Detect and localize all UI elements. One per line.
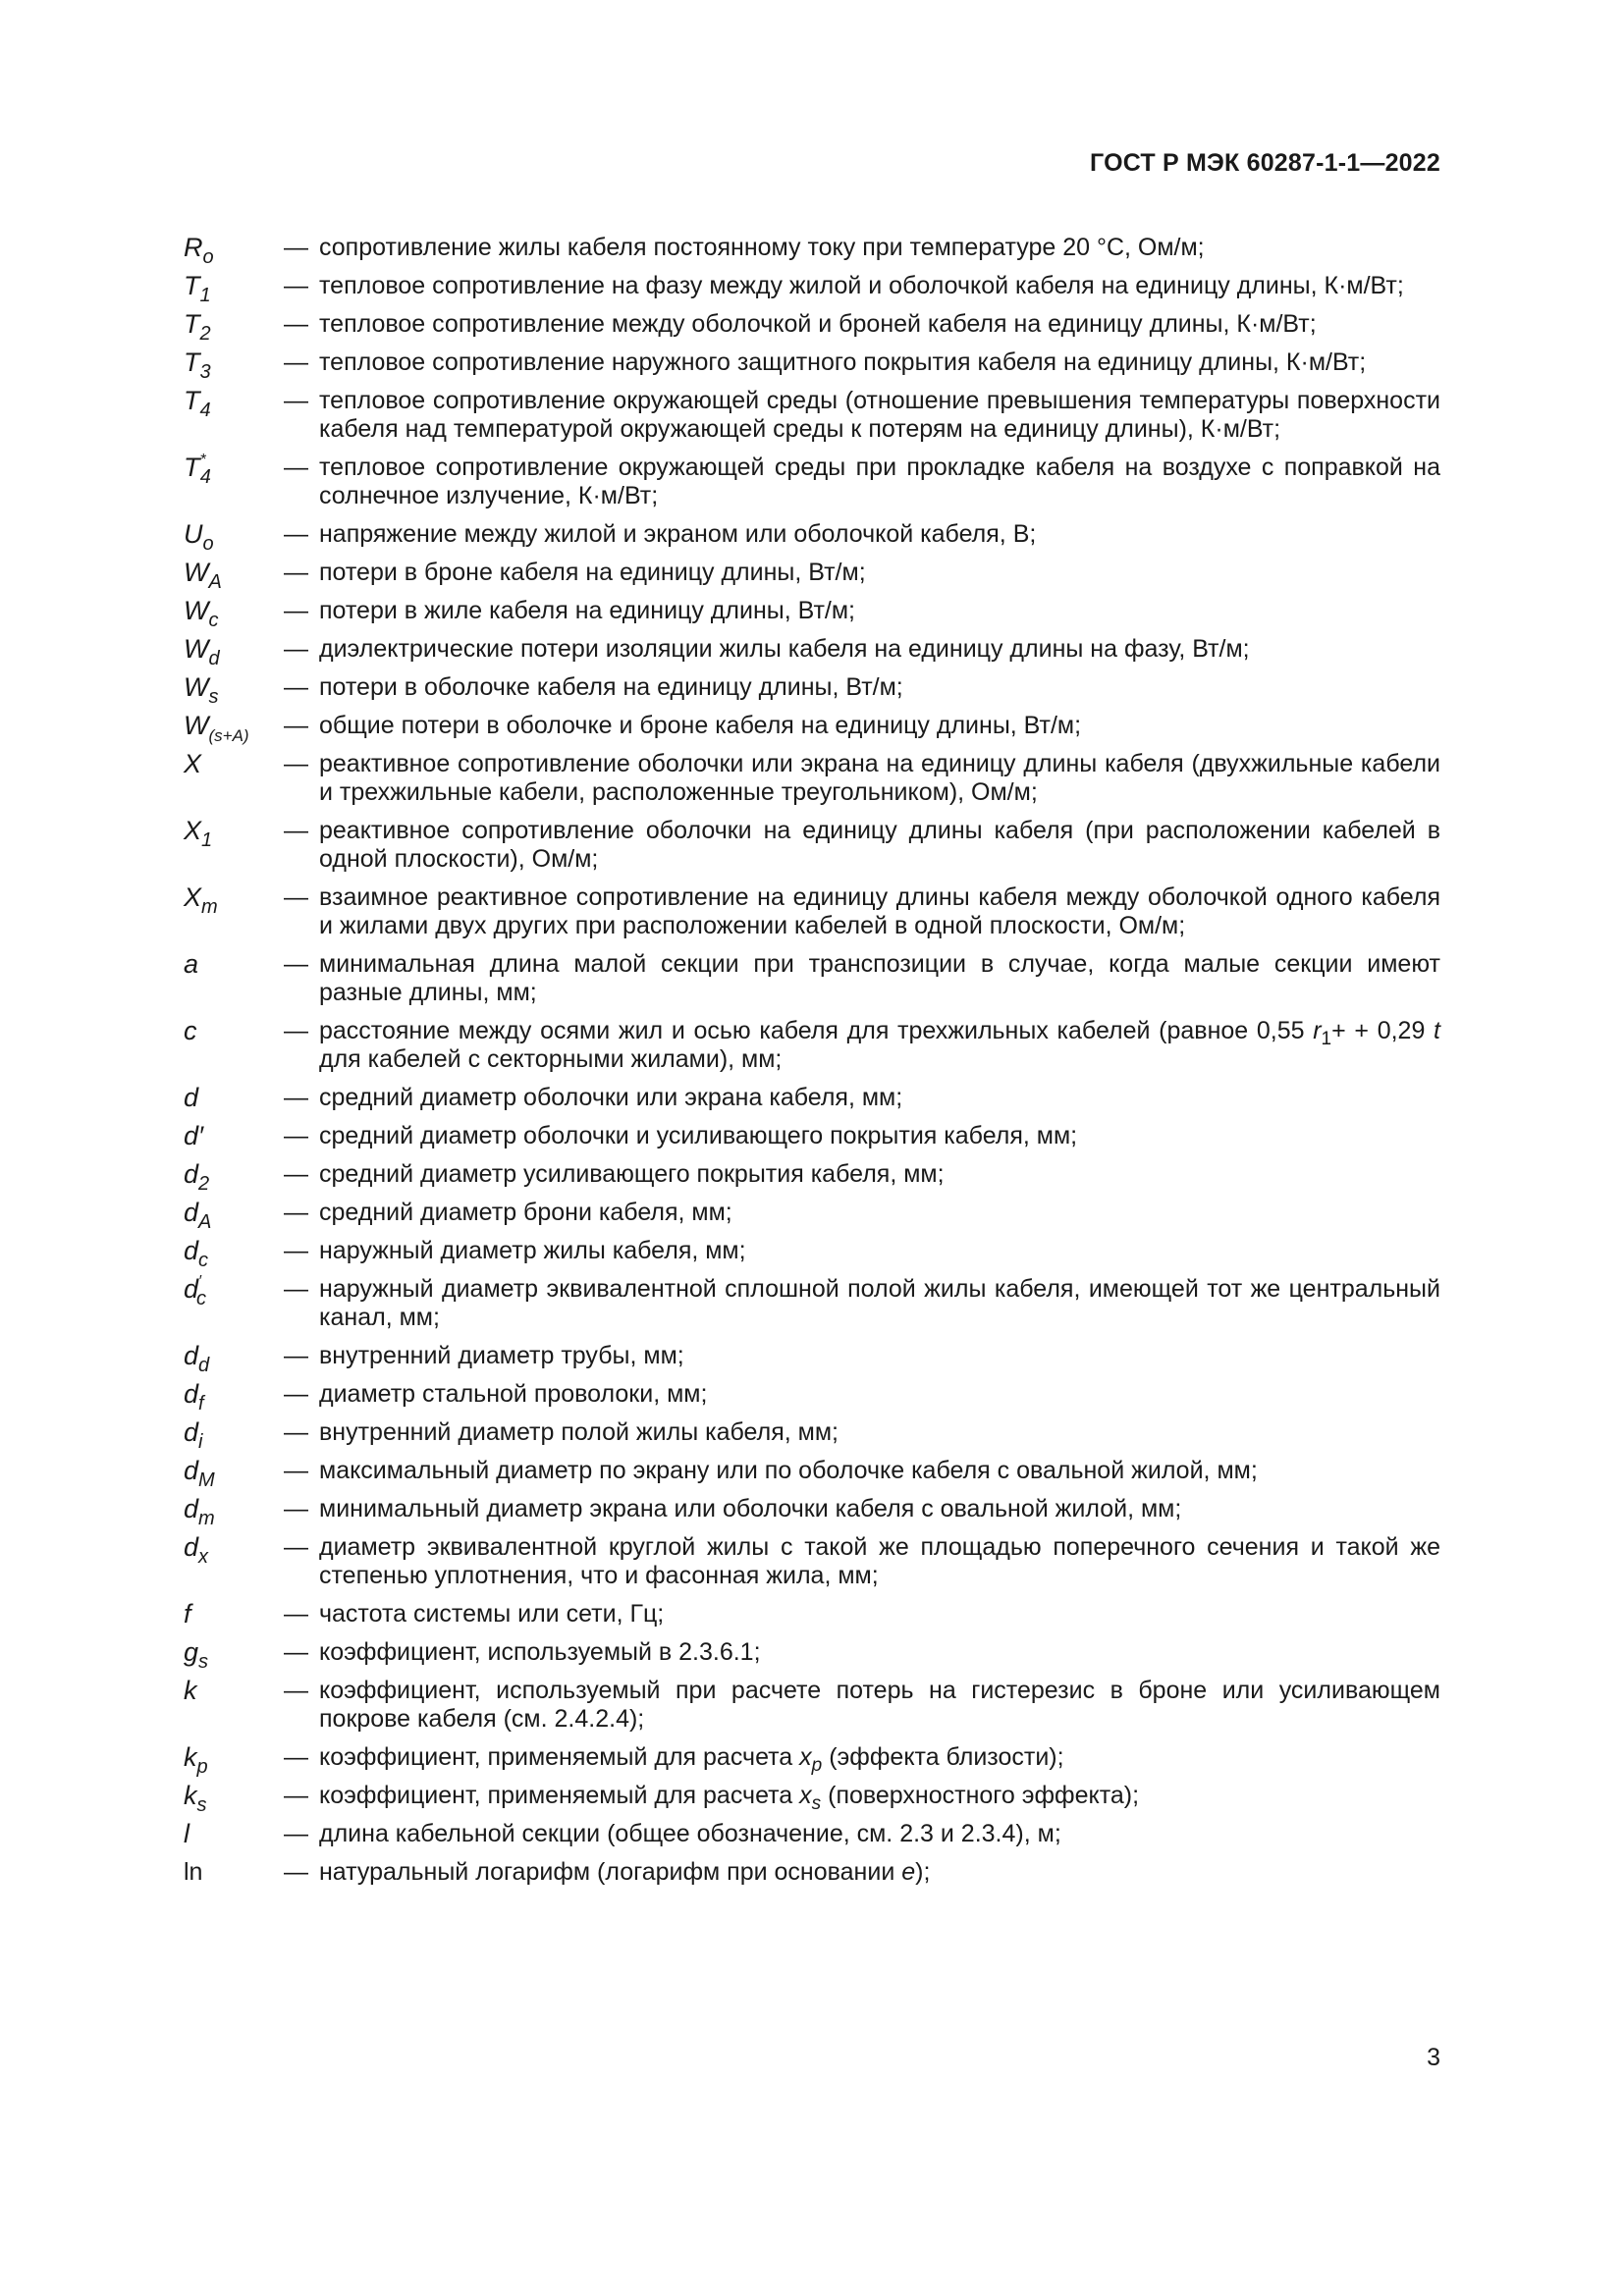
definition-text: частота системы или сети, Гц; bbox=[319, 1600, 665, 1628]
symbol: f bbox=[184, 1599, 191, 1629]
definition-row bbox=[184, 817, 1440, 874]
symbol: c bbox=[184, 1016, 197, 1045]
definition-text: длина кабельной секции (общее обозначение, см. 2.3 и 2.3.4), м; bbox=[319, 1820, 1061, 1847]
definition-text: тепловое сопротивление наружного защитного покрытия кабеля на единицу длины, К·м/Вт; bbox=[319, 348, 1367, 376]
dash: — bbox=[284, 750, 308, 777]
definition-text: напряжение между жилой и экраном или оболочкой кабеля, В; bbox=[319, 520, 1037, 548]
dash: — bbox=[284, 1084, 308, 1111]
dash: — bbox=[284, 387, 308, 414]
definition-row bbox=[184, 883, 1440, 940]
definition-text: диаметр стальной проволоки, мм; bbox=[319, 1380, 708, 1408]
symbol: $T^*_4$ bbox=[184, 452, 211, 488]
page-number: 3 bbox=[1427, 2044, 1440, 2071]
definition-text: потери в броне кабеля на единицу длины, Вт/м; bbox=[319, 559, 866, 586]
definitions-list bbox=[184, 234, 1440, 1887]
definition-text: коэффициент, используемый в 2.3.6.1; bbox=[319, 1638, 761, 1666]
dash: — bbox=[284, 1275, 308, 1303]
definition-text: реактивное сопротивление оболочки на единицу длины кабеля (при расположении кабелей в одной плоскости), Ом/м; bbox=[319, 817, 1440, 873]
symbol: $R_o$ bbox=[184, 233, 214, 268]
definition-text: общие потери в оболочке и броне кабеля на единицу длины, Вт/м; bbox=[319, 712, 1082, 739]
definition-row bbox=[184, 1236, 1440, 1271]
definition-row bbox=[184, 1275, 1440, 1332]
definition-row bbox=[184, 1379, 1440, 1415]
definition-row bbox=[184, 596, 1440, 631]
definition-row bbox=[184, 519, 1440, 555]
symbol: $d_x$ bbox=[184, 1532, 209, 1568]
dash: — bbox=[284, 1380, 308, 1408]
definition-row bbox=[184, 1017, 1440, 1074]
definition-row bbox=[184, 1456, 1440, 1491]
definition-text: тепловое сопротивление на фазу между жилой и оболочкой кабеля на единицу длины, К·м/Вт; bbox=[319, 272, 1404, 299]
definition-row bbox=[184, 271, 1440, 306]
definition-text: потери в оболочке кабеля на единицу длины, Вт/м; bbox=[319, 673, 903, 701]
symbol: $d_d$ bbox=[184, 1341, 210, 1376]
dash: — bbox=[284, 559, 308, 586]
dash: — bbox=[284, 635, 308, 663]
symbol: a bbox=[184, 949, 199, 979]
definition-text: средний диаметр оболочки или экрана кабеля, мм; bbox=[319, 1084, 903, 1111]
dash: — bbox=[284, 950, 308, 978]
dash: — bbox=[284, 1782, 308, 1809]
definition-text: расстояние между осями жил и осью кабеля для трехжильных кабелей (равное 0,55 $r_1+ + 0,29$ t для кабелей с секторными жилами), мм; bbox=[319, 1017, 1440, 1073]
definition-row bbox=[184, 347, 1440, 383]
definition-row bbox=[184, 309, 1440, 345]
symbol: $W_c$ bbox=[184, 596, 219, 631]
dash: — bbox=[284, 1199, 308, 1226]
dash: — bbox=[284, 1122, 308, 1149]
definition-row bbox=[184, 750, 1440, 807]
dash: — bbox=[284, 1457, 308, 1484]
symbol: $W_{(s+A)}$ bbox=[184, 711, 249, 745]
definition-row bbox=[184, 1341, 1440, 1376]
symbol: $k_s$ bbox=[184, 1781, 207, 1816]
definition-row bbox=[184, 1677, 1440, 1734]
definition-text: средний диаметр оболочки и усиливающего покрытия кабеля, мм; bbox=[319, 1122, 1078, 1149]
dash: — bbox=[284, 1495, 308, 1522]
symbol: $d_f$ bbox=[184, 1379, 204, 1415]
dash: — bbox=[284, 1858, 308, 1886]
definition-text: диэлектрические потери изоляции жилы кабеля на единицу длины на фазу, Вт/м; bbox=[319, 635, 1250, 663]
definition-text: натуральный логарифм (логарифм при основании e); bbox=[319, 1858, 931, 1886]
definition-row bbox=[184, 454, 1440, 510]
dash: — bbox=[284, 1600, 308, 1628]
dash: — bbox=[284, 1237, 308, 1264]
symbol: $T_3$ bbox=[184, 347, 211, 383]
definition-row bbox=[184, 558, 1440, 593]
definition-row bbox=[184, 1122, 1440, 1150]
symbol: $T_2$ bbox=[184, 309, 211, 345]
symbol: $U_o$ bbox=[184, 519, 214, 555]
definition-text: сопротивление жилы кабеля постоянному току при температуре 20 °C, Ом/м; bbox=[319, 234, 1205, 261]
symbol: $k_p$ bbox=[184, 1742, 208, 1778]
dash: — bbox=[284, 1160, 308, 1188]
definition-text: диаметр эквивалентной круглой жилы с такой же площадью поперечного сечения и такой же степенью уплотнения, что и фасонная жила, мм; bbox=[319, 1533, 1440, 1589]
definition-text: минимальная длина малой секции при транспозиции в случае, когда малые секции имеют разные длины, мм; bbox=[319, 950, 1440, 1006]
definition-row bbox=[184, 1742, 1440, 1778]
definition-row bbox=[184, 711, 1440, 745]
symbol: $T_4$ bbox=[184, 386, 211, 421]
dash: — bbox=[284, 1820, 308, 1847]
symbol: $d_2$ bbox=[184, 1159, 210, 1195]
definition-text: средний диаметр брони кабеля, мм; bbox=[319, 1199, 732, 1226]
definition-text: тепловое сопротивление окружающей среды (отношение превышения температуры поверхности кабеля над температурой окружающей среды к потерям на единицу длины), К·м/Вт; bbox=[319, 387, 1440, 443]
definition-row bbox=[184, 1198, 1440, 1233]
symbol: $d_A$ bbox=[184, 1198, 212, 1233]
symbol: $d_M$ bbox=[184, 1456, 215, 1491]
symbol: $X_1$ bbox=[184, 816, 213, 851]
dash: — bbox=[284, 348, 308, 376]
definition-row bbox=[184, 233, 1440, 268]
dash: — bbox=[284, 454, 308, 481]
definition-text: внутренний диаметр трубы, мм; bbox=[319, 1342, 684, 1369]
definition-text: минимальный диаметр экрана или оболочки кабеля с овальной жилой, мм; bbox=[319, 1495, 1182, 1522]
symbol: d′ bbox=[184, 1121, 204, 1150]
dash: — bbox=[284, 1342, 308, 1369]
document-header: ГОСТ Р МЭК 60287-1-1—2022 bbox=[1090, 149, 1440, 177]
symbol: ln bbox=[184, 1858, 203, 1886]
symbol: X bbox=[184, 749, 202, 778]
symbol: $T_1$ bbox=[184, 271, 211, 306]
definition-row bbox=[184, 1417, 1440, 1453]
symbol: k bbox=[184, 1676, 197, 1705]
dash: — bbox=[284, 1017, 308, 1044]
symbol: $d'_c$ bbox=[184, 1273, 207, 1309]
definition-text: потери в жиле кабеля на единицу длины, Вт/м; bbox=[319, 597, 855, 624]
definition-row bbox=[184, 1533, 1440, 1590]
definition-text: наружный диаметр эквивалентной сплошной полой жилы кабеля, имеющей тот же центральный канал, мм; bbox=[319, 1275, 1440, 1331]
dash: — bbox=[284, 1677, 308, 1704]
dash: — bbox=[284, 597, 308, 624]
definition-row bbox=[184, 1637, 1440, 1673]
symbol: $X_m$ bbox=[184, 882, 218, 918]
dash: — bbox=[284, 1533, 308, 1561]
dash: — bbox=[284, 234, 308, 261]
definition-row bbox=[184, 1494, 1440, 1529]
symbol: d bbox=[184, 1083, 199, 1112]
symbol: $W_A$ bbox=[184, 558, 222, 593]
definition-row bbox=[184, 950, 1440, 1007]
definition-row bbox=[184, 634, 1440, 669]
symbol: l bbox=[184, 1819, 189, 1848]
dash: — bbox=[284, 1743, 308, 1771]
dash: — bbox=[284, 1638, 308, 1666]
dash: — bbox=[284, 673, 308, 701]
symbol: $d_c$ bbox=[184, 1236, 209, 1271]
definition-text: средний диаметр усиливающего покрытия кабеля, мм; bbox=[319, 1160, 945, 1188]
definition-text: тепловое сопротивление между оболочкой и броней кабеля на единицу длины, К·м/Вт; bbox=[319, 310, 1317, 338]
definition-row bbox=[184, 672, 1440, 708]
definition-row bbox=[184, 1084, 1440, 1112]
symbol: $d_i$ bbox=[184, 1417, 203, 1453]
definition-text: наружный диаметр жилы кабеля, мм; bbox=[319, 1237, 746, 1264]
definition-text: коэффициент, используемый при расчете потерь на гистерезис в броне или усиливающем покрове кабеля (см. 2.4.2.4); bbox=[319, 1677, 1440, 1733]
definition-text: внутренний диаметр полой жилы кабеля, мм; bbox=[319, 1418, 839, 1446]
dash: — bbox=[284, 310, 308, 338]
definition-text: реактивное сопротивление оболочки или экрана на единицу длины кабеля (двухжильные кабели и трехжильные кабели, расположенные треугольником), Ом/м; bbox=[319, 750, 1440, 806]
definition-row bbox=[184, 387, 1440, 444]
symbol: $W_s$ bbox=[184, 672, 219, 708]
dash: — bbox=[284, 1418, 308, 1446]
definition-text: максимальный диаметр по экрану или по оболочке кабеля с овальной жилой, мм; bbox=[319, 1457, 1258, 1484]
definition-text: коэффициент, применяемый для расчета $x_s$ (поверхностного эффекта); bbox=[319, 1782, 1140, 1814]
dash: — bbox=[284, 883, 308, 911]
definition-row bbox=[184, 1600, 1440, 1629]
dash: — bbox=[284, 520, 308, 548]
symbol: $W_d$ bbox=[184, 634, 220, 669]
symbol: $d_m$ bbox=[184, 1494, 215, 1529]
dash: — bbox=[284, 817, 308, 844]
definition-row bbox=[184, 1820, 1440, 1848]
definition-text: тепловое сопротивление окружающей среды при прокладке кабеля на воздухе с поправкой на солнечное излучение, К·м/Вт; bbox=[319, 454, 1440, 509]
definition-text: взаимное реактивное сопротивление на единицу длины кабеля между оболочкой одного кабеля и жилами двух других при расположении кабелей в одной плоскости, Ом/м; bbox=[319, 883, 1440, 939]
dash: — bbox=[284, 272, 308, 299]
definition-row bbox=[184, 1858, 1440, 1887]
definition-row bbox=[184, 1159, 1440, 1195]
definition-row bbox=[184, 1781, 1440, 1816]
dash: — bbox=[284, 712, 308, 739]
definition-text: коэффициент, применяемый для расчета $x_p$ (эффекта близости); bbox=[319, 1743, 1064, 1776]
symbol: $g_s$ bbox=[184, 1637, 209, 1673]
